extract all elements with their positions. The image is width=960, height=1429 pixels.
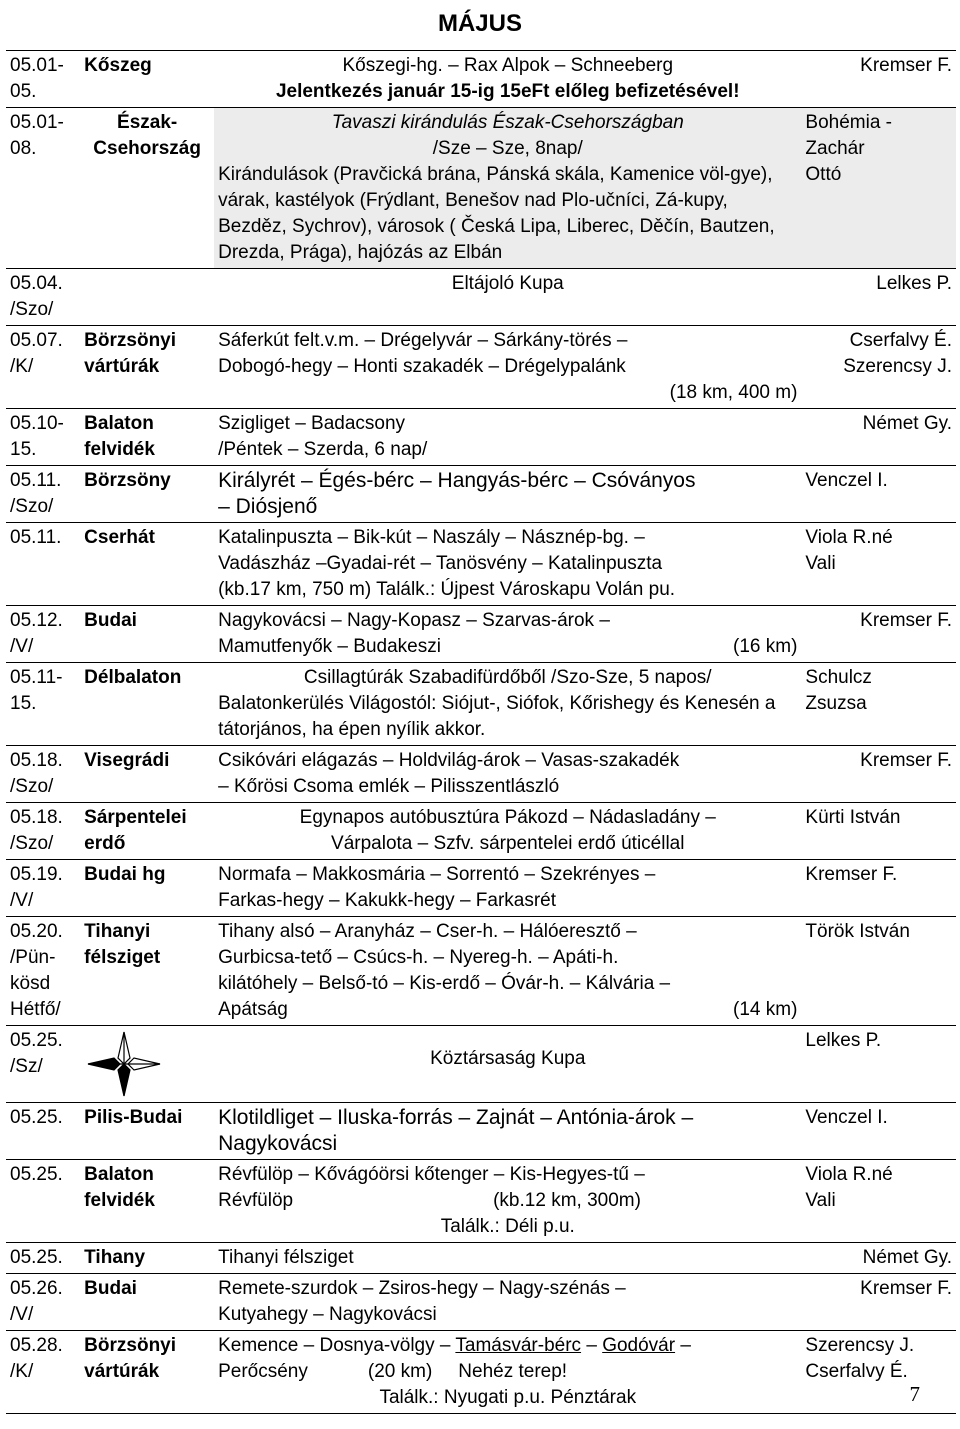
desc-cell: Klotildliget – Iluska-forrás – Zajnát – Antónia-árok – Nagykovácsi (214, 1103, 801, 1160)
desc-cell: Sáferkút felt.v.m. – Drégelyvár – Sárkány-törés – Dobogó-hegy – Honti szakadék – Drégelypalánk (18 km, 400 m) (214, 326, 801, 409)
desc-cell: Kemence – Dosnya-völgy – Tamásvár-bérc – Godóvár – Perőcsény (20 km) Nehéz terep! Találk.: Nyugati p.u. Pénztárak (214, 1331, 801, 1414)
desc-cell: Egynapos autóbusztúra Pákozd – Nádasladány – Várpalota – Szfv. sárpentelei erdő úticéllal (214, 803, 801, 860)
leader-cell: Kürti István (801, 803, 956, 860)
place-cell: Balaton felvidék (80, 1160, 214, 1243)
place-cell: Tihanyi félsziget (80, 917, 214, 1026)
page-number: 7 (909, 1382, 920, 1406)
table-row (6, 51, 956, 108)
desc-cell: Tavaszi kirándulás Észak-Csehországban /Sze – Sze, 8nap/ Kirándulások (Pravčická brána, Pánská skála, Kamenice völ-gye), várak, kastélyok (Frýdlant, Benešov nad Plo-učníci, Zá-kupy, Bezděz, Sychrov), városok ( Česká Lipa, Liberec, Děčín, Bautzen, Drezda, Prága), hajózás az Elbán (214, 108, 801, 269)
table-row (6, 1243, 956, 1274)
date-cell: 05.25. (6, 1160, 80, 1243)
place-cell (80, 269, 214, 326)
leader-cell: Viola R.né Vali (801, 523, 956, 606)
desc-cell: Csillagtúrák Szabadifürdőből /Szo-Sze, 5 napos/ Balatonkerülés Világostól: Siójut-, Siófok, Kőrishegy és Kenesén a tátorjános, ha épen nyílik akkor. (214, 663, 801, 746)
date-cell: 05.11. (6, 523, 80, 606)
date-cell: 05.26. /V/ (6, 1274, 80, 1331)
leader-cell: Lelkes P. (801, 269, 956, 326)
table-row (6, 746, 956, 803)
desc-cell: Remete-szurdok – Zsiros-hegy – Nagy-szénás – Kutyahegy – Nagykovácsi (214, 1274, 801, 1331)
desc-cell: Köztársaság Kupa (214, 1026, 801, 1103)
place-cell (80, 1026, 214, 1103)
table-row (6, 917, 956, 1026)
place-cell: Budai (80, 606, 214, 663)
leader-cell: Német Gy. (801, 409, 956, 466)
date-cell: 05.12. /V/ (6, 606, 80, 663)
leader-cell: Viola R.né Vali (801, 1160, 956, 1243)
place-cell: Budai hg (80, 860, 214, 917)
table-row (6, 1274, 956, 1331)
leader-cell: Schulcz Zsuzsa (801, 663, 956, 746)
table-row (6, 606, 956, 663)
place-cell: Észak- Csehország (80, 108, 214, 269)
schedule-table (6, 50, 956, 1414)
leader-cell: Venczel I. (801, 1103, 956, 1160)
desc-cell: Révfülöp – Kővágóörsi kőtenger – Kis-Hegyes-tű – Révfülöp (kb.12 km, 300m) Találk.: Déli p.u. (214, 1160, 801, 1243)
desc-cell: Csikóvári elágazás – Holdvilág-árok – Vasas-szakadék – Kőrösi Csoma emlék – Pilisszentlászló (214, 746, 801, 803)
desc-cell: Királyrét – Égés-bérc – Hangyás-bérc – Csóványos – Diósjenő (214, 466, 801, 523)
place-cell: Kőszeg (80, 51, 214, 108)
date-cell: 05.01- 05. (6, 51, 80, 108)
date-cell: 05.10- 15. (6, 409, 80, 466)
table-row (6, 523, 956, 606)
table-row (6, 803, 956, 860)
table-row (6, 1026, 956, 1103)
desc-cell: Tihanyi félsziget (214, 1243, 801, 1274)
place-cell: Délbalaton (80, 663, 214, 746)
table-row (6, 409, 956, 466)
desc-cell: Nagykovácsi – Nagy-Kopasz – Szarvas-árok – Mamutfenyők – Budakeszi (16 km) (214, 606, 801, 663)
desc-cell: Szigliget – Badacsony /Péntek – Szerda, 6 nap/ (214, 409, 801, 466)
leader-cell: Szerencsy J. Cserfalvy É. (801, 1331, 956, 1414)
leader-cell: Török István (801, 917, 956, 1026)
leader-cell: Kremser F. (801, 746, 956, 803)
desc-cell: Tihany alsó – Aranyház – Cser-h. – Hálóeresztő – Gurbicsa-tető – Csúcs-h. – Nyereg-h. – Apáti-h. kilátóhely – Belső-tó – Kis-erdő – Óvár-h. – Kálvária – Apátság (14 km) (214, 917, 801, 1026)
desc-cell: Kőszegi-hg. – Rax Alpok – Schneeberg Jelentkezés január 15-ig 15eFt előleg befizetésével! (214, 51, 801, 108)
place-cell: Cserhát (80, 523, 214, 606)
leader-cell: Lelkes P. (801, 1026, 956, 1103)
table-row (6, 1103, 956, 1160)
place-cell: Börzsönyi vártúrák (80, 1331, 214, 1414)
leader-cell: Kremser F. (801, 1274, 956, 1331)
place-cell: Pilis-Budai (80, 1103, 214, 1160)
table-row (6, 663, 956, 746)
date-cell: 05.19. /V/ (6, 860, 80, 917)
desc-cell: Normafa – Makkosmária – Sorrentó – Szekrényes – Farkas-hegy – Kakukk-hegy – Farkasrét (214, 860, 801, 917)
table-row (6, 269, 956, 326)
date-cell: 05.18. /Szo/ (6, 803, 80, 860)
date-cell: 05.18. /Szo/ (6, 746, 80, 803)
date-cell: 05.11- 15. (6, 663, 80, 746)
place-cell: Tihany (80, 1243, 214, 1274)
place-cell: Börzsönyi vártúrák (80, 326, 214, 409)
leader-cell: Venczel I. (801, 466, 956, 523)
leader-cell: Kremser F. (801, 606, 956, 663)
date-cell: 05.11. /Szo/ (6, 466, 80, 523)
leader-cell: Kremser F. (801, 860, 956, 917)
date-cell: 05.01- 08. (6, 108, 80, 269)
desc-cell: Eltájoló Kupa (214, 269, 801, 326)
table-row (6, 326, 956, 409)
place-cell: Sárpentelei erdő (80, 803, 214, 860)
date-cell: 05.28. /K/ (6, 1331, 80, 1414)
leader-cell: Kremser F. (801, 51, 956, 108)
table-row (6, 1160, 956, 1243)
table-row (6, 1331, 956, 1414)
place-cell: Börzsöny (80, 466, 214, 523)
date-cell: 05.07. /K/ (6, 326, 80, 409)
desc-cell: Katalinpuszta – Bik-kút – Naszály – Násznép-bg. – Vadászház –Gyadai-rét – Tanösvény – Katalinpuszta (kb.17 km, 750 m) Találk.: Újpest Városkapu Volán pu. (214, 523, 801, 606)
compass-icon (84, 1028, 164, 1100)
date-cell: 05.25. (6, 1243, 80, 1274)
leader-cell: Német Gy. (801, 1243, 956, 1274)
date-cell: 05.25. (6, 1103, 80, 1160)
date-cell: 05.25. /Sz/ (6, 1026, 80, 1103)
place-cell: Visegrádi (80, 746, 214, 803)
leader-cell: Cserfalvy É. Szerencsy J. (801, 326, 956, 409)
page-title: MÁJUS (437, 10, 522, 37)
table-row (6, 466, 956, 523)
place-cell: Balaton felvidék (80, 409, 214, 466)
leader-cell: Bohémia - Zachár Ottó (801, 108, 956, 269)
date-cell: 05.20. /Pün- kösd Hétfő/ (6, 917, 80, 1026)
place-cell: Budai (80, 1274, 214, 1331)
table-row (6, 860, 956, 917)
date-cell: 05.04. /Szo/ (6, 269, 80, 326)
table-row (6, 108, 956, 269)
